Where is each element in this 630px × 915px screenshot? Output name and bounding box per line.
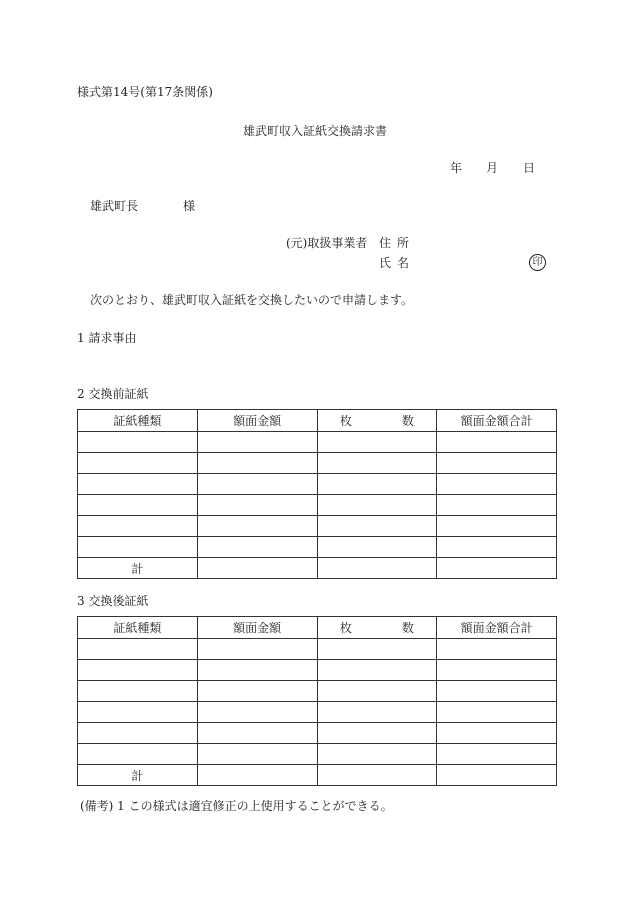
table-cell[interactable] xyxy=(78,432,198,453)
col-header-count xyxy=(317,617,437,639)
remarks-note: (備考) 1 この様式は適宜修正の上使用することができる。 xyxy=(80,799,393,813)
table-row xyxy=(78,744,557,765)
addressee-honorific: 様 xyxy=(183,199,196,213)
table-cell[interactable] xyxy=(317,474,437,495)
table-cell[interactable] xyxy=(437,702,557,723)
table-row xyxy=(78,453,557,474)
table-cell[interactable] xyxy=(317,537,437,558)
table-cell[interactable] xyxy=(317,681,437,702)
table-cell[interactable] xyxy=(317,432,437,453)
col-header-count-a: 枚 xyxy=(339,414,352,428)
table-total-row xyxy=(78,765,557,786)
table-cell[interactable] xyxy=(78,474,198,495)
col-header-type: 証紙種類 xyxy=(78,410,198,432)
date-month-label: 月 xyxy=(486,161,499,175)
table-cell[interactable] xyxy=(317,744,437,765)
table-cell[interactable] xyxy=(317,765,437,786)
table-cell[interactable] xyxy=(197,639,317,660)
col-header-total: 額面金額合計 xyxy=(437,617,557,639)
date-year-label: 年 xyxy=(450,161,463,175)
section-before-heading: 2 交換前証紙 xyxy=(77,387,149,401)
form-number: 様式第14号(第17条関係) xyxy=(77,85,213,99)
table-row xyxy=(78,681,557,702)
applicant-role: (元)取扱事業者 xyxy=(286,236,368,250)
table-cell[interactable] xyxy=(437,537,557,558)
table-cell[interactable] xyxy=(197,516,317,537)
table-cell[interactable] xyxy=(197,453,317,474)
table-cell[interactable] xyxy=(197,537,317,558)
table-cell[interactable] xyxy=(78,537,198,558)
table-cell[interactable] xyxy=(197,723,317,744)
col-header-type: 証紙種類 xyxy=(78,617,198,639)
table-cell[interactable] xyxy=(197,765,317,786)
table-cell[interactable] xyxy=(437,474,557,495)
table-cell[interactable] xyxy=(78,744,198,765)
table-cell[interactable] xyxy=(317,453,437,474)
col-header-count-b: 数 xyxy=(401,621,414,635)
table-cell[interactable] xyxy=(317,702,437,723)
col-header-face-value: 額面金額 xyxy=(197,410,317,432)
table-cell[interactable] xyxy=(437,432,557,453)
table-cell[interactable] xyxy=(197,660,317,681)
table-row xyxy=(78,723,557,744)
table-row xyxy=(78,537,557,558)
date-day-label: 日 xyxy=(523,161,536,175)
table-row xyxy=(78,660,557,681)
table-cell[interactable] xyxy=(78,516,198,537)
seal-mark: 印 xyxy=(529,254,546,271)
table-header-row xyxy=(78,617,557,639)
before-stamps-table xyxy=(77,409,557,579)
table-cell[interactable] xyxy=(437,495,557,516)
table-row xyxy=(78,516,557,537)
table-row xyxy=(78,702,557,723)
table-cell[interactable] xyxy=(437,744,557,765)
table-cell[interactable] xyxy=(197,558,317,579)
table-cell[interactable] xyxy=(78,453,198,474)
table-total-row xyxy=(78,558,557,579)
table-cell[interactable] xyxy=(78,702,198,723)
table-cell[interactable] xyxy=(78,660,198,681)
table-cell[interactable] xyxy=(437,639,557,660)
document-title: 雄武町収入証紙交換請求書 xyxy=(242,124,387,138)
table-row xyxy=(78,495,557,516)
table-header-row xyxy=(78,410,557,432)
section-after-heading: 3 交換後証紙 xyxy=(77,594,149,608)
table-cell[interactable] xyxy=(317,558,437,579)
table-cell[interactable] xyxy=(78,495,198,516)
table-cell[interactable] xyxy=(197,681,317,702)
table-cell[interactable] xyxy=(197,495,317,516)
section-reason-heading: 1 請求事由 xyxy=(77,331,137,345)
table-cell[interactable] xyxy=(197,474,317,495)
table-cell[interactable] xyxy=(437,558,557,579)
table-cell[interactable] xyxy=(437,723,557,744)
col-header-count-b: 数 xyxy=(401,414,414,428)
address-label: 住所 xyxy=(379,236,416,250)
total-label: 計 xyxy=(78,765,198,786)
col-header-count xyxy=(317,410,437,432)
table-cell[interactable] xyxy=(437,453,557,474)
name-label: 氏名 xyxy=(379,256,416,270)
table-row xyxy=(78,432,557,453)
addressee-name: 雄武町長 xyxy=(90,199,139,213)
table-cell[interactable] xyxy=(78,723,198,744)
table-cell[interactable] xyxy=(78,639,198,660)
col-header-total: 額面金額合計 xyxy=(437,410,557,432)
table-cell[interactable] xyxy=(197,744,317,765)
total-label: 計 xyxy=(78,558,198,579)
table-cell[interactable] xyxy=(317,516,437,537)
table-row xyxy=(78,639,557,660)
intro-text: 次のとおり、雄武町収入証紙を交換したいので申請します。 xyxy=(90,293,414,307)
table-cell[interactable] xyxy=(317,639,437,660)
table-cell[interactable] xyxy=(78,681,198,702)
col-header-face-value: 額面金額 xyxy=(197,617,317,639)
table-cell[interactable] xyxy=(317,660,437,681)
table-cell[interactable] xyxy=(317,723,437,744)
table-cell[interactable] xyxy=(197,702,317,723)
table-cell[interactable] xyxy=(437,681,557,702)
table-cell[interactable] xyxy=(437,516,557,537)
table-row xyxy=(78,474,557,495)
after-stamps-table xyxy=(77,616,557,786)
table-cell[interactable] xyxy=(437,765,557,786)
table-cell[interactable] xyxy=(317,495,437,516)
table-cell[interactable] xyxy=(437,660,557,681)
table-cell[interactable] xyxy=(197,432,317,453)
col-header-count-a: 枚 xyxy=(339,621,352,635)
